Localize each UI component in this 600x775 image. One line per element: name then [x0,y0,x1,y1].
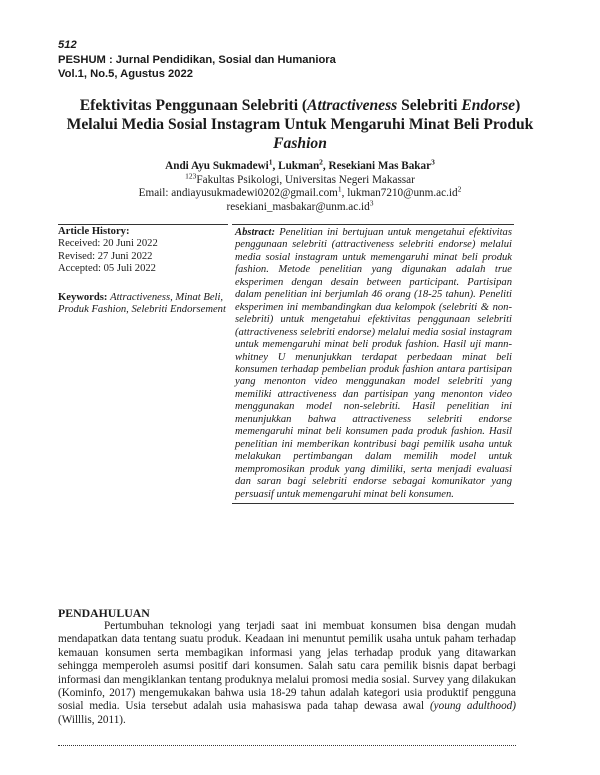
author-sup: 3 [431,157,435,167]
history-revised: Revised: 27 Juni 2022 [58,250,153,262]
affiliation [60,170,540,188]
page-number: 512 [58,39,77,51]
author-name: Lukman [278,160,320,172]
abstract-text: Penelitian ini bertujuan untuk mengetahui efektivitas penggunaan selebriti (attractiveness selebriti endorse) melalui media sosial instagram untuk memengaruhi minat beli produk fashion. Metode penelitian yang digunakan adalah true eksperimen dengan desain between participant. Partisipan dalam penelitian ini berjumlah 46 orang (18-25 tahun). Peneliti eksperimen ini membandingkan dua kelompok (selebriti & non-selebriti) untuk mengetahui efektivitas penggunaan selebriti (attractiveness selebriti endorse) melalui media sosial instagram untuk memengaruhi minat beli produk fashion. Hasil uji mann-whitney U menunjukkan terdapat perbedaan minat beli konsumen terhadap pembelian produk fashion antara partisipan yang menonton video menggunakan model selebriti yang memiliki attractiveness dan partisipan yang menonton video menggunakan model non-selebriti. Hasil penelitian ini menunjukkan bahwa attractiveness selebriti endorse memengaruhi minat beli konsumen pada produk fashion. Hasil penelitian ini memberikan kontribusi bagi pemilik usaha untuk melakukan pertimbangan dalam memilih model untuk mempromosikan produk yang dimiliki, serta menjadi evaluasi dan saran bagi selebriti endorse sebagai komunikator yang persuasif untuk memengaruhi minat beli konsumen. [235,227,512,500]
email-line-1 [60,184,540,201]
intro-text: Pertumbuhan teknologi yang terjadi saat ini membuat konsumen bisa dengan mudah mendapatkan data tentang suatu produk. Keadaan ini menuntut pemilik usaha untuk paham terhadap kemauan konsumen serta membagikan informasi yang jelas terhadap produk yang ditawarkan sehingga memperoleh asumsi positif dari konsumen. Salah satu cara pemilik bisnis dapat berbagi informasi dan mengiklankan tentang produknya melalui promosi media sosial. Survey yang dilakukan (Kominfo, 2017) mengemukakan bahwa usia 18-29 tahun adalah kategori usia produktif pengguna sosial media. Usia tersebut adalah usia mahasiswa pada tahap dewasa awal [58,620,516,713]
email-sup-3: 3 [369,198,374,208]
author-list: Andi Ayu Sukmadewi$^1$, Lukman$^2$, Resekiani Mas Bakar$^3$ [165,157,435,172]
introduction-paragraph [58,620,516,727]
journal-name: PESHUM : Jurnal Pendidikan, Sosial dan Humaniora [58,53,336,66]
article-title [60,96,540,154]
email-sup-2: 2 [457,184,462,194]
author-name: Andi Ayu Sukmadewi [165,160,269,172]
intro-emphasis: (young adulthood) [429,700,516,713]
title-emphasis-2: Endorse [461,97,516,114]
authors-block [60,157,540,214]
title-part-1: Efektivitas Penggunaan Selebriti ( [79,97,308,114]
title-emphasis-1: Attractiveness [307,97,398,114]
author-sup: 1 [268,157,273,167]
title-emphasis-3: Fashion [273,135,327,153]
keywords-label: Keywords: [58,291,108,303]
email-text-1: Email: andiayusukmadewi0202@gmail.com [138,187,338,200]
section-heading: PENDAHULUAN [58,606,150,620]
affiliation-sup: 123 [185,170,197,180]
title-part-3: ) Melalui Media Sosial Instagram Untuk Mengaruhi Minat Beli Produk [66,97,534,134]
footer-divider [58,745,516,746]
affiliation-text: Fakultas Psikologi, Universitas Negeri Makassar [196,173,415,186]
keywords-text: Attractiveness, Minat Beli, Produk Fashion, Selebriti Endorsement [58,291,226,316]
history-accepted: Accepted: 05 Juli 2022 [58,263,156,275]
email-text-2: , lukman7210@unm.ac.id [341,187,458,200]
journal-volume: Vol.1, No.5, Agustus 2022 [58,68,193,80]
email-sup-1: 1 [337,184,342,194]
title-part-2: Selebriti [397,97,462,114]
history-title: Article History: [58,226,130,237]
journal-header [58,38,336,82]
abstract-box [232,224,514,504]
abstract-label: Abstract: [235,227,276,238]
history-received: Received: 20 Juni 2022 [58,238,158,250]
email-line-2 [60,198,540,215]
article-info-sidebar [58,224,228,316]
author-name: Resekiani Mas Bakar [328,160,432,172]
intro-citation: (Willlis, 2011). [58,713,126,726]
email-text-3: resekiani_masbakar@unm.ac.id [226,200,370,213]
author-sup: 2 [319,157,323,167]
keywords [58,292,228,317]
